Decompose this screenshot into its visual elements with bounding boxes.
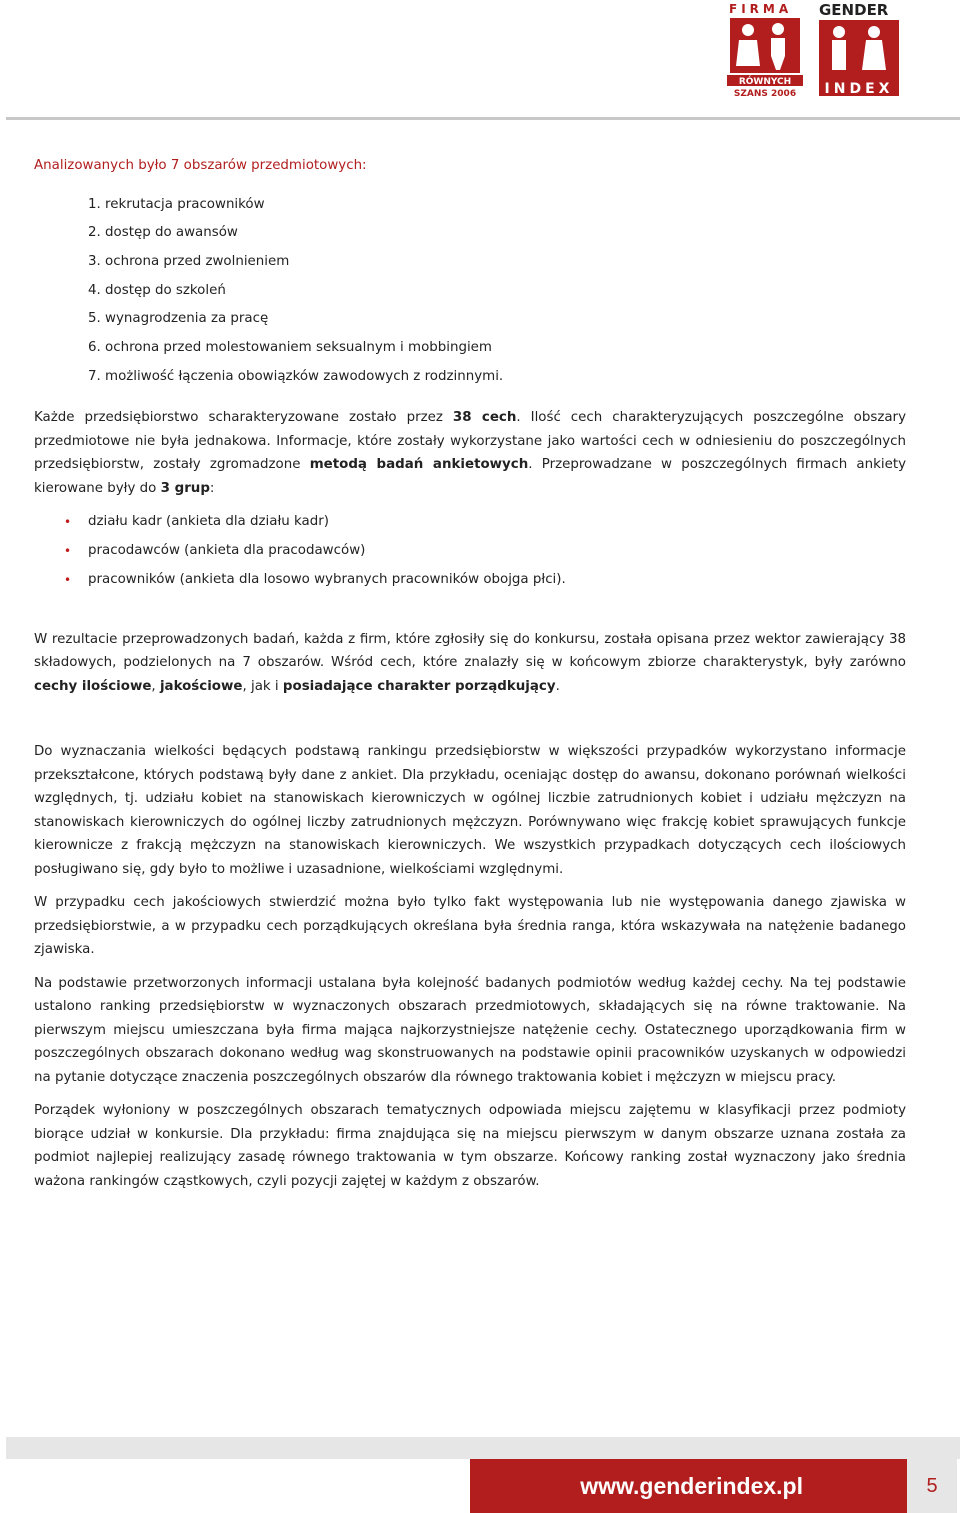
paragraph-methodology: Do wyznaczania wielkości będących podstawą rankingu przedsiębiorstw w większości przypadków wykorzystano informacje przekształcone, których podstawą były dane z ankiet. Dla przykładu, oceniając dostęp do awansu, dokonano porównań wielkości względnych, tj. udziału kobiet na stanowiskach kierowniczych w ogólnej liczbie zatrudnionych kobiet i udziału mężczyzn na stanowiskach kierowniczych do ogólnej liczby zatrudnionych mężczyzn. Porównywano więc frakcję kobiet sprawujących funkcje kierownicze z frakcją mężczyzn na stanowiskach kierowniczych. We wszystkich przypadkach dotyczących cech ilościowych posługiwano się, gdy było to możliwe i uzasadnione, wielkościami względnymi. — [34, 744, 906, 877]
list-item: 1. rekrutacja pracowników — [88, 196, 265, 212]
bullet-icon: • — [64, 573, 72, 588]
firma-rownych-szans-gender-index-logo — [724, 0, 904, 100]
list-item: • działu kadr (ankieta dla działu kadr) — [34, 508, 906, 537]
logo-rownych-text: RÓWNYCH — [738, 77, 792, 87]
paragraph-qualitative: W przypadku cech jakościowych stwierdzić można było tylko fakt występowania lub nie występowania danego zjawiska w przedsiębiorstwie, a w przypadku cech porządkujących określana była średnia ranga, która wskazywała na natężenie badanego zjawiska. — [34, 895, 906, 958]
document-body — [34, 154, 906, 1193]
list-item: 3. ochrona przed zwolnieniem — [88, 253, 290, 269]
areas-list — [34, 191, 906, 392]
logo-figure-head-left — [742, 24, 754, 36]
logo-firma-text: FIRMA — [729, 2, 793, 16]
logo-szans-text: SZANS 2006 — [733, 89, 797, 99]
bullet-icon: • — [64, 544, 72, 559]
logo-index-block — [819, 20, 899, 78]
list-item: 2. dostęp do awansów — [88, 225, 238, 241]
header-divider — [6, 117, 960, 120]
survey-groups-list — [34, 508, 906, 594]
list-item: • pracowników (ankieta dla losowo wybranych pracowników obojga płci). — [34, 566, 906, 595]
logo-figure-body-left — [736, 40, 760, 66]
paragraph-features: Każde przedsiębiorstwo scharakteryzowane zostało przez 38 cech. Ilość cech charakteryzujących poszczególne obszary przedmiotowe nie była jednakowa. Informacje, które zostały wykorzystane jako wartości cech w odniesieniu do poszczególnych przedsiębiorstw, zostały zgromadzone metodą badań ankietowych. Przeprowadzane w poszczególnych firmach ankiety kierowane były do 3 grup: — [34, 410, 906, 496]
footer-website-link[interactable]: www.genderindex.pl — [580, 1473, 803, 1499]
list-item: 6. ochrona przed molestowaniem seksualnym i mobbingiem — [88, 340, 492, 356]
paragraph-results: W rezultacie przeprowadzonych badań, każda z firm, które zgłosiły się do konkursu, została opisana przez wektor zawierający 38 składowych, podzielonych na 7 obszarów. Wśród cech, które znalazły się w końcowym zbiorze charakterystyk, były zarówno cechy ilościowe, jakościowe, jak i posiadające charakter porządkujący. — [34, 631, 906, 694]
page-number: 5 — [907, 1459, 957, 1513]
bullet-icon: • — [64, 515, 72, 530]
logo-index-text: INDEX — [824, 81, 894, 97]
paragraph-final-ranking: Porządek wyłoniony w poszczególnych obszarach tematycznych odpowiada miejscu zajętemu w klasyfikacji przez podmioty biorące udział w konkursie. Dla przykładu: firma znajdująca się na miejscu pierwszym w danym obszarze uznana została za podmiot najlepiej realizujący zasadę równego traktowania w tym obszarze. Końcowy ranking został wyznaczony jako średnia ważona rankingów cząstkowych, czyli pozycji zajętej w każdym z obszarów. — [34, 1103, 906, 1189]
list-item: 5. wynagrodzenia za pracę — [88, 311, 269, 327]
logo-gender-text: GENDER — [819, 1, 889, 19]
list-item: 7. możliwość łączenia obowiązków zawodowych z rodzinnymi. — [88, 368, 504, 384]
paragraph-ranking: Na podstawie przetworzonych informacji ustalana była kolejność badanych podmiotów według każdej cechy. Na tej podstawie ustalono ranking przedsiębiorstw w wyznaczonych obszarach przedmiotowych, składających się na równe traktowanie. Na pierwszym miejscu umieszczana była firma mająca najkorzystniejsze natężenie cechy. Ostatecznego uporządkowania firm w poszczególnych obszarach dokonano według wag skonstruowanych na podstawie opinii pracowników uzyskanych w odpowiedzi na pytanie dotyczące znaczenia poszczególnych obszarów dla równego traktowania kobiet i mężczyzn w miejscu pracy. — [34, 975, 906, 1085]
list-item: 4. dostęp do szkoleń — [88, 282, 226, 298]
logo-figure-head-right — [772, 23, 784, 35]
section-heading: Analizowanych było 7 obszarów przedmiotowych: — [34, 158, 367, 173]
footer-bar — [6, 1437, 960, 1459]
list-item: • pracodawców (ankieta dla pracodawców) — [34, 537, 906, 566]
